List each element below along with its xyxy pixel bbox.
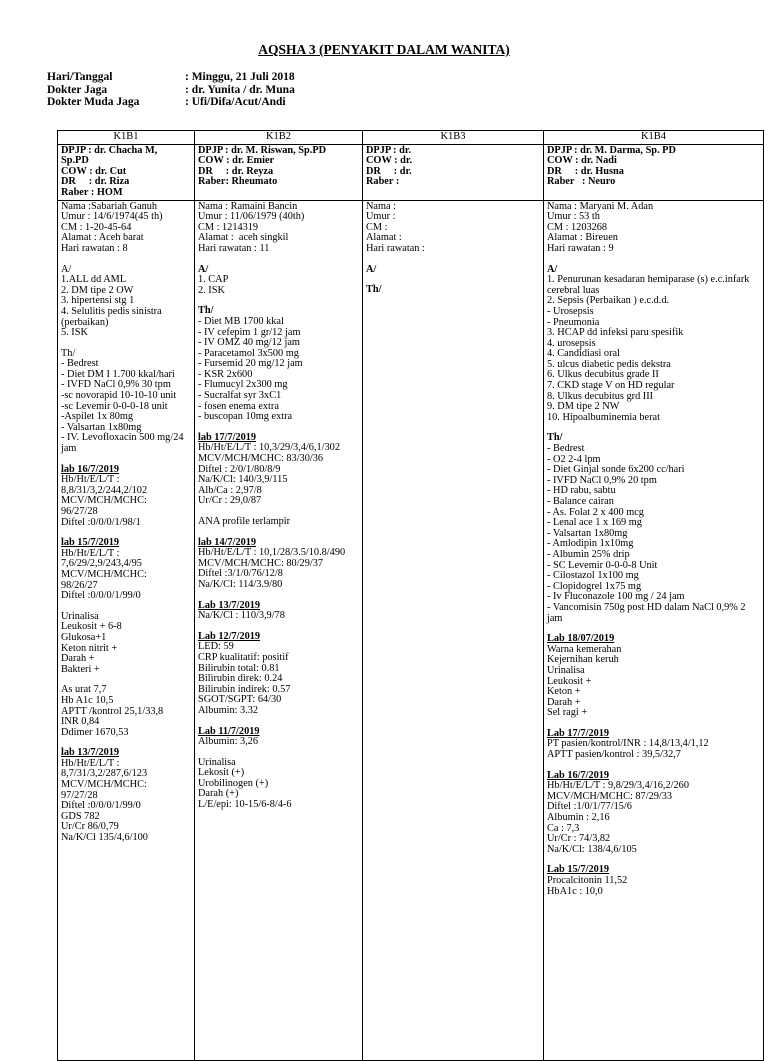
text-line: CM : 1203268: [547, 221, 608, 233]
text-line: Keton +: [547, 686, 581, 698]
text-line: Alb/Ca : 2,97/8: [198, 484, 262, 496]
text-line: 1. Penurunan kesadaran hemiparase (s) e.c.infark cerebral luas: [547, 274, 752, 296]
patient-cell-k1b3: [363, 200, 544, 1060]
staff-cell-k1b2: [195, 144, 363, 200]
text-line: 3. HCAP dd infeksi paru spesifik: [547, 327, 684, 339]
text-line: Hb/Ht/E/L/T : 10,3/29/3,4/6,1/302: [198, 442, 340, 454]
text-line: Nama : Maryani M. Adan: [547, 200, 654, 212]
text-line: Urinalisa: [61, 610, 99, 622]
text-line: Na/K/Cl : 110/3,9/78: [198, 610, 285, 622]
patient-cell-k1b2: [195, 200, 363, 1060]
text-line: Darah +: [61, 653, 95, 665]
patient-cell-k1b4: [544, 200, 764, 1060]
table-header-row: [58, 131, 764, 145]
text-line: Alamat :: [366, 232, 402, 244]
text-line: Hari rawatan : 9: [547, 242, 614, 254]
text-line: Hari rawatan : 11: [198, 242, 270, 254]
text-line: Procalcitonin 11,52: [547, 875, 628, 886]
text-line: 2. ISK: [198, 284, 225, 296]
staff-line: Sp.PD: [61, 155, 89, 167]
text-line: Ur/Cr 86/0,79: [61, 821, 119, 833]
header-value: : Minggu, 21 Juli 2018: [185, 71, 295, 83]
spacer: [61, 339, 191, 349]
text-line: - Fursemid 20 mg/12 jam: [198, 358, 303, 370]
text-line: A/: [366, 263, 377, 275]
header-value: : Ufi/Difa/Acut/Andi: [185, 96, 286, 108]
text-line: ANA profile terlampir: [198, 516, 291, 527]
patient-cell-k1b1: [58, 200, 195, 1060]
spacer: [61, 255, 191, 265]
text-line: 2. Sepsis (Perbaikan ) e.c.d.d.: [547, 295, 670, 307]
document-title: AQSHA 3 (PENYAKIT DALAM WANITA): [258, 42, 510, 57]
text-line: Diftel :0/0/0/1/99/0: [61, 800, 141, 812]
text-line: 4. Candidiasi oral: [547, 348, 620, 360]
text-line: Bilirubin indirek: 0.57: [198, 683, 291, 695]
spacer: [366, 255, 540, 265]
ward-table: [57, 130, 764, 1061]
lab-date-heading: Lab 13/7/2019: [198, 599, 261, 611]
text-line: Diftel :1/0/1/77/15/6: [547, 801, 632, 813]
column-header-k1b3: K1B3: [363, 131, 544, 145]
column-header-k1b1: K1B1: [58, 131, 195, 145]
text-line: 98/26/27: [61, 579, 98, 591]
text-line: L/E/epi: 10-15/6-8/4-6: [198, 799, 292, 811]
text-line: 8. Ulkus decubitus grd III: [547, 390, 654, 402]
header-label: Dokter Jaga: [47, 83, 108, 96]
text-line: Keton nitrit +: [61, 642, 118, 654]
text-line: Diftel : 2/0/1/80/8/9: [198, 463, 281, 475]
text-line: Albumin : 2,16: [547, 812, 610, 824]
staff-line: Raber : HOM: [61, 186, 123, 198]
staff-line: Raber : Neuro: [547, 176, 616, 188]
text-line: A/: [198, 263, 209, 275]
text-line: Darah +: [547, 696, 581, 708]
text-line: - As. Folat 2 x 400 mcg: [547, 506, 644, 518]
column-header-k1b2: K1B2: [195, 131, 363, 145]
text-line: -Aspilet 1x 80mg: [61, 411, 134, 423]
text-line: - Flumucyl 2x300 mg: [198, 379, 288, 391]
text-line: - Clopidogrel 1x75 mg: [547, 580, 642, 592]
text-line: Lekosit (+): [198, 767, 245, 779]
lab-date-heading: Lab 18/07/2019: [547, 633, 615, 645]
text-line: - buscopan 10mg extra: [198, 411, 293, 423]
text-line: INR 0,84: [61, 716, 100, 728]
text-line: 5. ISK: [61, 327, 88, 339]
staff-cell-k1b4: [544, 144, 764, 200]
text-line: Hb/Ht/E/L/T : 10,1/28/3.5/10.8/490: [198, 547, 346, 559]
text-line: Warna kemerahan: [547, 643, 622, 655]
text-line: Glukosa+1: [61, 631, 107, 643]
text-line: Urinalisa: [198, 756, 236, 768]
staff-line: DR : dr. Riza: [61, 176, 130, 188]
text-line: Nama :: [366, 200, 397, 212]
text-line: - Diet Ginjal sonde 6x200 cc/hari: [547, 464, 685, 476]
staff-line: COW : dr.: [366, 155, 413, 167]
text-line: -sc Levemir 0-0-0-18 unit: [61, 400, 168, 412]
spacer: [366, 275, 540, 285]
text-line: Urinalisa: [547, 664, 585, 676]
text-line: 9. DM tipe 2 NW: [547, 401, 620, 413]
header-value: : dr. Yunita / dr. Muna: [185, 83, 295, 96]
text-line: Diftel :3/1/0/76/12/8: [198, 568, 283, 580]
text-line: Alamat : Aceh barat: [61, 232, 144, 244]
text-line: HbA1c : 10,0: [547, 885, 603, 897]
text-line: APTT pasien/kontrol : 39,5/32,7: [547, 749, 681, 761]
text-line: Hb/Ht/E/L/T :: [61, 474, 120, 486]
text-line: - Lenal ace 1 x 169 mg: [547, 517, 642, 529]
spacer: [547, 423, 760, 433]
text-line: Ca : 7,3: [547, 822, 580, 834]
column-header-k1b4: K1B4: [544, 131, 764, 145]
staff-line: COW : dr. Emier: [198, 155, 275, 167]
text-line: - Diet MB 1700 kkal: [198, 315, 284, 327]
text-line: - Vancomisin 750g post HD dalam NaCl 0,9% 2 jam: [547, 601, 749, 624]
text-line: Albumin: 3,26: [198, 736, 259, 748]
text-line: 96/27/28: [61, 506, 98, 517]
text-line: 2. DM tipe 2 OW: [61, 284, 134, 296]
text-line: - Iv Fluconazole 100 mg / 24 jam: [547, 591, 685, 603]
text-line: - IV OMZ 40 mg/12 jam: [198, 337, 300, 349]
text-line: Umur :: [366, 211, 396, 223]
lab-date-heading: lab 14/7/2019: [198, 536, 257, 548]
text-line: - Diet DM I 1.700 kkal/hari: [61, 368, 175, 380]
text-line: Na/K/Cl: 114/3.9/80: [198, 578, 283, 590]
text-line: Leukosit + 6-8: [61, 621, 122, 633]
text-line: Urobilinogen (+): [198, 777, 269, 789]
text-line: Kejernihan keruh: [547, 654, 619, 666]
lab-date-heading: lab 16/7/2019: [61, 463, 120, 475]
text-line: Hb/Ht/E/L/T :: [61, 757, 120, 769]
text-line: - Bedrest: [61, 358, 99, 370]
text-line: 5. ulcus diabetic pedis dekstra: [547, 358, 671, 370]
staff-line: DR : dr.: [366, 165, 412, 177]
lab-date-heading: Lab 11/7/2019: [198, 725, 260, 737]
text-line: Nama : Ramaini Bancin: [198, 200, 298, 212]
text-line: - fosen enema extra: [198, 400, 279, 412]
text-line: MCV/MCH/MCHC: 87/29/33: [547, 790, 673, 802]
staff-line: DR : dr. Reyza: [198, 165, 274, 177]
text-line: MCV/MCH/MCHC:: [61, 568, 147, 580]
text-line: Umur : 11/06/1979 (40th): [198, 211, 305, 223]
text-line: 1. CAP: [198, 274, 229, 286]
lab-date-heading: lab 13/7/2019: [61, 747, 120, 759]
text-line: APTT /kontrol 25,1/33,8: [61, 705, 164, 717]
staff-line: DR : dr. Husna: [547, 165, 624, 177]
text-line: SGOT/SGPT: 64/30: [198, 694, 282, 706]
text-line: Umur : 14/6/1974(45 th): [61, 211, 163, 223]
text-line: - Bedrest: [547, 443, 585, 455]
text-line: Th/: [366, 284, 382, 296]
staff-row: [58, 144, 764, 200]
text-line: Ur/Cr : 74/3,82: [547, 833, 611, 845]
text-line: MCV/MCH/MCHC: 80/29/37: [198, 557, 324, 569]
text-line: - Valsartan 1x80mg: [61, 421, 142, 433]
patient-row: [58, 200, 764, 1060]
text-line: PT pasien/kontrol/INR : 14,8/13,4/1,12: [547, 738, 709, 750]
text-line: Darah (+): [198, 788, 239, 800]
text-line: - IV. Levofloxacin 500 mg/24 jam: [61, 432, 187, 455]
spacer: [198, 717, 359, 727]
header-row: [47, 84, 295, 97]
text-line: LED: 59: [198, 641, 234, 653]
text-line: Umur : 53 th: [547, 211, 600, 223]
staff-line: COW : dr. Nadi: [547, 155, 617, 167]
staff-line: Raber :: [366, 176, 400, 188]
text-line: 8,7/31/3,2/287,6/123: [61, 768, 148, 780]
staff-cell-k1b1: [58, 144, 195, 200]
text-line: CM :: [366, 221, 388, 233]
text-line: - Urosepsis: [547, 305, 594, 317]
header-row: [47, 71, 295, 84]
text-line: - SC Levemir 0-0-0-8 Unit: [547, 559, 658, 571]
text-line: - IV cefepim 1 gr/12 jam: [198, 326, 301, 338]
text-line: Na/K/Cl: 140/3,9/115: [198, 474, 288, 486]
staff-line: DPJP : dr. Chacha M,: [61, 144, 158, 156]
text-line: As urat 7,7: [61, 684, 107, 696]
header-label: Hari/Tanggal: [47, 71, 113, 83]
text-line: Th/: [547, 432, 563, 444]
text-line: - KSR 2x600: [198, 368, 253, 380]
lab-date-heading: lab 17/7/2019: [198, 431, 257, 443]
text-line: 10. Hipoalbuminemia berat: [547, 411, 660, 423]
text-line: Hari rawatan : 8: [61, 242, 128, 254]
text-line: 6. Ulkus decubitus grade II: [547, 369, 659, 381]
text-line: Nama :Sabariah Ganuh: [61, 200, 158, 212]
text-line: MCV/MCH/MCHC:: [61, 495, 147, 507]
text-line: - O2 2-4 lpm: [547, 453, 601, 465]
lab-date-heading: Lab 15/7/2019: [547, 864, 610, 876]
text-line: 7. CKD stage V on HD regular: [547, 380, 675, 392]
text-line: GDS 782: [61, 810, 100, 822]
text-line: Bilirubin direk: 0.24: [198, 673, 283, 685]
text-line: - HD rabu, sabtu: [547, 485, 616, 497]
text-line: - Sucralfat syr 3xC1: [198, 390, 282, 402]
text-line: Bilirubin total: 0.81: [198, 662, 280, 674]
text-line: Alamat : Bireuen: [547, 232, 618, 244]
text-line: - Paracetamol 3x500 mg: [198, 347, 299, 359]
text-line: - IVFD NaCl 0,9% 20 tpm: [547, 474, 657, 486]
text-line: MCV/MCH/MCHC:: [61, 779, 147, 791]
text-line: Bakteri +: [61, 663, 100, 675]
staff-line: DPJP : dr. M. Riswan, Sp.PD: [198, 144, 327, 156]
text-line: Albumin: 3.32: [198, 704, 259, 716]
lab-date-heading: Lab 17/7/2019: [547, 727, 610, 739]
staff-cell-k1b3: [363, 144, 544, 200]
text-line: Alamat : aceh singkil: [198, 232, 289, 244]
text-line: Ur/Cr : 29,0/87: [198, 495, 262, 507]
text-line: - Balance cairan: [547, 496, 614, 507]
text-line: 4. urosepsis: [547, 337, 596, 349]
staff-line: DPJP : dr. M. Darma, Sp. PD: [547, 144, 676, 156]
text-line: Hb/Ht/E/L/T :: [61, 547, 120, 559]
text-line: Na/K/Cl: 138/4,6/105: [547, 843, 637, 855]
header-label: Dokter Muda Jaga: [47, 96, 140, 108]
text-line: Diftel :0/0/0/1/98/1: [61, 516, 141, 528]
lab-date-heading: Lab 12/7/2019: [198, 630, 261, 642]
text-line: Th/: [198, 305, 214, 317]
text-line: - Valsartan 1x80mg: [547, 527, 628, 539]
text-line: Th/: [61, 347, 76, 359]
text-line: Leukosit +: [547, 675, 592, 687]
text-line: 97/27/28: [61, 789, 98, 801]
text-line: - Albumin 25% drip: [547, 548, 630, 560]
lab-date-heading: Lab 16/7/2019: [547, 769, 610, 781]
text-line: MCV/MCH/MCHC: 83/30/36: [198, 453, 324, 465]
staff-line: Raber: Rheumato: [198, 176, 278, 188]
text-line: -sc novorapid 10-10-10 unit: [61, 390, 177, 402]
text-line: Na/K/Cl 135/4,6/100: [61, 832, 148, 844]
text-line: 7,6/29/2,9/243,4/95: [61, 558, 142, 570]
text-line: 4. Selulitis pedis sinistra (perbaikan): [61, 305, 165, 328]
spacer: [198, 296, 359, 306]
text-line: A/: [61, 263, 72, 275]
text-line: CM : 1-20-45-64: [61, 221, 132, 233]
text-line: CM : 1214319: [198, 221, 259, 233]
text-line: - Amlodipin 1x10mg: [547, 538, 634, 550]
text-line: - Cilostazol 1x100 mg: [547, 570, 639, 582]
text-line: Ddimer 1670,53: [61, 726, 129, 738]
staff-line: COW : dr. Cut: [61, 165, 127, 177]
text-line: A/: [547, 263, 558, 275]
text-line: Diftel :0/0/0/1/99/0: [61, 590, 141, 602]
lab-date-heading: lab 15/7/2019: [61, 537, 120, 549]
text-line: CRP kualitatif: positif: [198, 651, 289, 663]
text-line: Hari rawatan :: [366, 242, 425, 254]
staff-line: DPJP : dr.: [366, 144, 412, 156]
text-line: 8,8/31/3,2/244,2/102: [61, 484, 148, 496]
text-line: Sel ragi +: [547, 707, 588, 719]
text-line: 3. hipertensi stg 1: [61, 295, 135, 307]
spacer: [547, 255, 760, 265]
text-line: - Pneumonia: [547, 316, 600, 328]
spacer: [198, 255, 359, 265]
text-line: Hb A1c 10,5: [61, 694, 114, 706]
text-line: 1.ALL dd AML: [61, 274, 127, 286]
header-row: [47, 96, 295, 109]
text-line: Hb/Ht/E/L/T : 9,8/29/3,4/16,2/260: [547, 780, 689, 792]
text-line: - IVFD NaCl 0,9% 30 tpm: [61, 379, 171, 391]
header-info: [47, 71, 295, 109]
